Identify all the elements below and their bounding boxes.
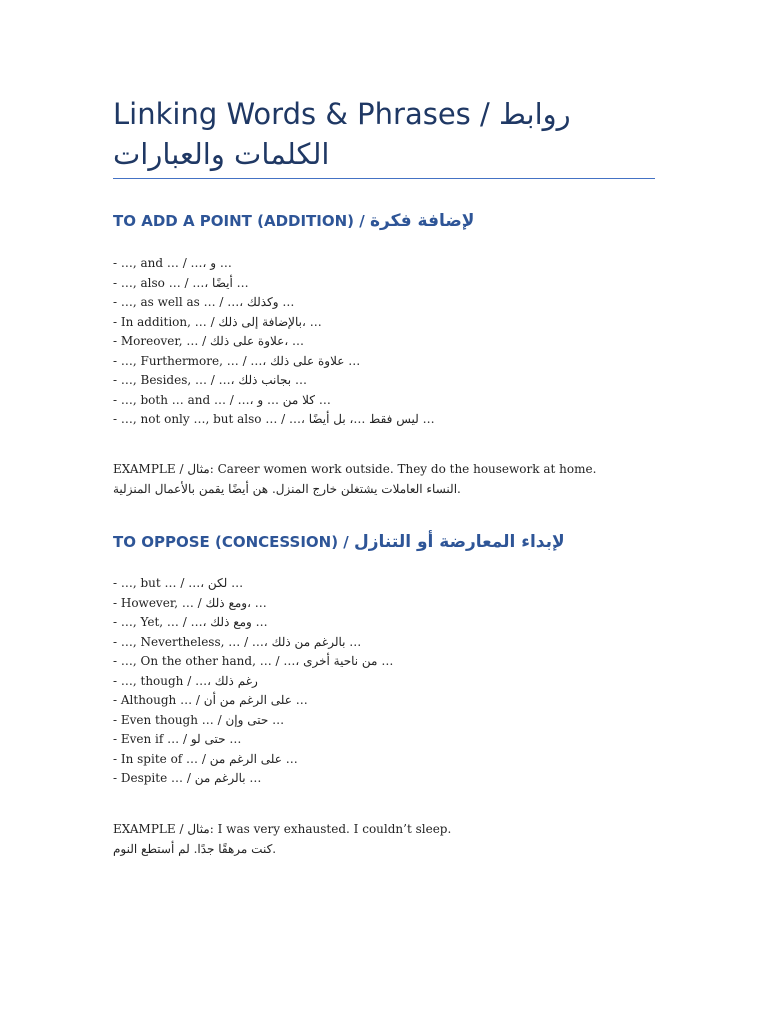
list-item: - Even though … / حتى وإن … [113, 712, 285, 727]
concession-phrase-list [113, 574, 658, 789]
list-item: - However, … / ومع ذلك، … [113, 595, 267, 610]
section-heading-english: TO OPPOSE (CONCESSION) / [113, 533, 349, 551]
section-heading-addition [113, 210, 658, 232]
example-arabic: النساء العاملات يشتغلن خارج المنزل. هن أيضًا يقمن بالأعمال المنزلية. [113, 481, 461, 496]
list-item: - …, On the other hand, … / …، من ناحية أخرى … [113, 654, 394, 668]
list-item: - Moreover, … / علاوة على ذلك، … [113, 334, 305, 348]
addition-example [113, 460, 658, 499]
example-english-line [113, 820, 658, 840]
list-item: - Even if … / حتى لو … [113, 732, 242, 746]
section-heading-arabic: لإبداء المعارضة أو التنازل [354, 532, 565, 552]
title-line-1: Linking Words & Phrases / روابط [113, 97, 571, 131]
list-item: - …, Nevertheless, … / …، بالرغم من ذلك … [113, 634, 362, 649]
example-arabic: كنت مرهقًا جدًا. لم أستطع النوم. [113, 841, 277, 856]
list-item: - …, Yet, … / …، ومع ذلك … [113, 615, 268, 629]
title-line-2: الكلمات والعبارات [113, 137, 330, 171]
example-english: Career women work outside. They do the housework at home. [217, 462, 597, 476]
section-heading-concession [113, 531, 658, 553]
section-heading-arabic: لإضافة فكرة [369, 211, 475, 231]
list-item: - …, also … / …، أيضًا … [113, 275, 249, 290]
list-item: - In addition, … / بالإضافة إلى ذلك، … [113, 314, 322, 329]
list-item: - …, though / …، رغم ذلك [113, 673, 258, 688]
list-item: - …, Furthermore, … / …، علاوة على ذلك … [113, 353, 361, 368]
page-title [113, 94, 658, 174]
list-item: - Despite … / بالرغم من … [113, 771, 262, 785]
addition-phrase-list [113, 254, 658, 430]
list-item: - …, not only …, but also … / …، ليس فقط …، بل أيضًا … [113, 412, 435, 426]
list-item: - In spite of … / على الرغم من … [113, 751, 298, 766]
list-item: - …, as well as … / …، وكذلك … [113, 295, 295, 309]
example-prefix: EXAMPLE / مثال: [113, 462, 214, 476]
list-item: - Although … / على الرغم من أن … [113, 693, 308, 707]
example-english-line [113, 460, 658, 480]
example-english: I was very exhausted. I couldn’t sleep. [217, 822, 452, 836]
list-item: - …, Besides, … / …، بجانب ذلك … [113, 373, 307, 387]
concession-example [113, 820, 658, 859]
list-item: - …, both … and … / …، كلا من … و … [113, 392, 331, 407]
section-heading-english: TO ADD A POINT (ADDITION) / [113, 212, 365, 230]
list-item: - …, and … / …، و … [113, 256, 232, 270]
example-prefix: EXAMPLE / مثال: [113, 822, 214, 836]
title-divider [113, 178, 655, 179]
list-item: - …, but … / …، لكن … [113, 576, 244, 590]
